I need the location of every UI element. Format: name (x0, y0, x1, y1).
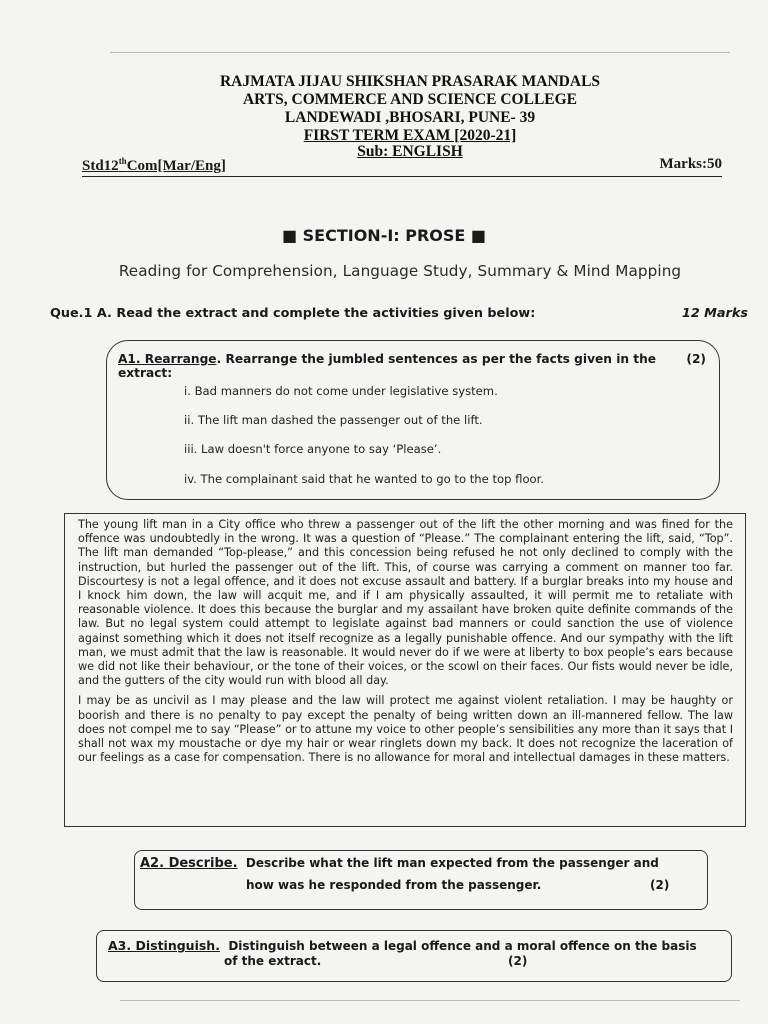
exam-title: FIRST TERM EXAM [2020-21] (303, 127, 517, 144)
passage-paragraph-2: I may be as uncivil as I may please and the law will protect me against violent retaliation. I may be haughty or boorish and there is no penalty to pay except the penalty of being written down an ill-mannered fellow. The law does not compel me to say “Please” or to attune my voice to other people’s sensibilities any more than it says that I shall not wax my moustache or dye my hair or wear ringlets down my back. It does not recognize the laceration of our feelings as a case for compensation. There is no allowance for moral and intellectual damages in these matters. (78, 694, 733, 765)
question-text: Que.1 A. Read the extract and complete the activities given below: (50, 306, 536, 321)
a1-item-3: iii. Law doesn't force anyone to say ‘Please’. (184, 442, 442, 456)
a1-marks: (2) (686, 352, 706, 366)
a2-marks: (2) (650, 878, 670, 892)
a3-text-1: Distinguish between a legal offence and a moral offence on the basis (228, 939, 697, 953)
bottom-edge-line (120, 1000, 740, 1001)
college-address: LANDEWADI ,BHOSARI, PUNE- 39 (284, 109, 536, 126)
a2-label: A2. Describe. (140, 856, 238, 871)
passage-paragraph-1: The young lift man in a City office who threw a passenger out of the lift the other morning and was fined for the offence was undoubtedly in the wrong. It was a question of “Please.” The complainant entering the lift, said, “Top”. The lift man demanded “Top-please,” and this concession being refused he not only declined to comply with the instruction, but hurled the passenger out of the lift. This, of course was carrying a comment on manner too far. Discourtesy is not a legal offence, and it does not excuse assault and battery. If a burglar breaks into my house and I knock him down, the law will acquit me, and if I am physically assaulted, it will permit me to retaliate with reasonable violence. It does this because the burglar and my assailant have broken quite definite commands of the law. But no legal system could attempt to legislate against bad manners or could sanction the use of violence against something which it does not itself recognize as a legally punishable offence. And our sympathy with the lift man, we must admit that the law is reasonable. It would never do if we were at liberty to box people’s ears because we did not like their behaviour, or the tone of their voices, or the scowl on their faces. Our fists would never be idle, and the gutters of the city would run with blood all day. (78, 518, 733, 688)
section-title: ■ SECTION-I: PROSE ■ (281, 226, 487, 245)
question-marks: 12 Marks (681, 306, 748, 321)
a2-heading (140, 856, 659, 871)
a1-label: A1. Rearrange (118, 352, 217, 366)
a1-item-1: i. Bad manners do not come under legislative system. (184, 384, 498, 398)
a3-text-2: of the extract. (224, 954, 322, 968)
extract-passage (64, 513, 746, 827)
a3-label: A3. Distinguish. (108, 938, 220, 953)
a1-instruction: . Rearrange the jumbled sentences as per the facts given in the extract: (118, 352, 657, 380)
std-marks-line (82, 156, 722, 177)
std-label: Std12thCom[Mar/Eng] (82, 156, 226, 174)
a2-text-2: how was he responded from the passenger. (246, 878, 542, 892)
a1-item-4: iv. The complainant said that he wanted to go to the top floor. (184, 472, 545, 486)
a1-heading (118, 352, 714, 380)
subject: Sub: ENGLISH (357, 143, 463, 160)
a3-heading (108, 938, 697, 953)
question-1a (50, 306, 750, 321)
total-marks: Marks:50 (659, 156, 722, 172)
college-name: ARTS, COMMERCE AND SCIENCE COLLEGE (242, 91, 578, 108)
top-edge-line (110, 52, 730, 53)
a2-text-1: Describe what the lift man expected from the passenger and (245, 856, 659, 870)
a3-marks: (2) (508, 954, 528, 968)
a1-item-2: ii. The lift man dashed the passenger out of the lift. (184, 413, 483, 427)
college-trust-name: RAJMATA JIJAU SHIKSHAN PRASARAK MANDALS (219, 73, 601, 90)
section-subtitle: Reading for Comprehension, Language Study, Summary & Mind Mapping (118, 262, 682, 280)
